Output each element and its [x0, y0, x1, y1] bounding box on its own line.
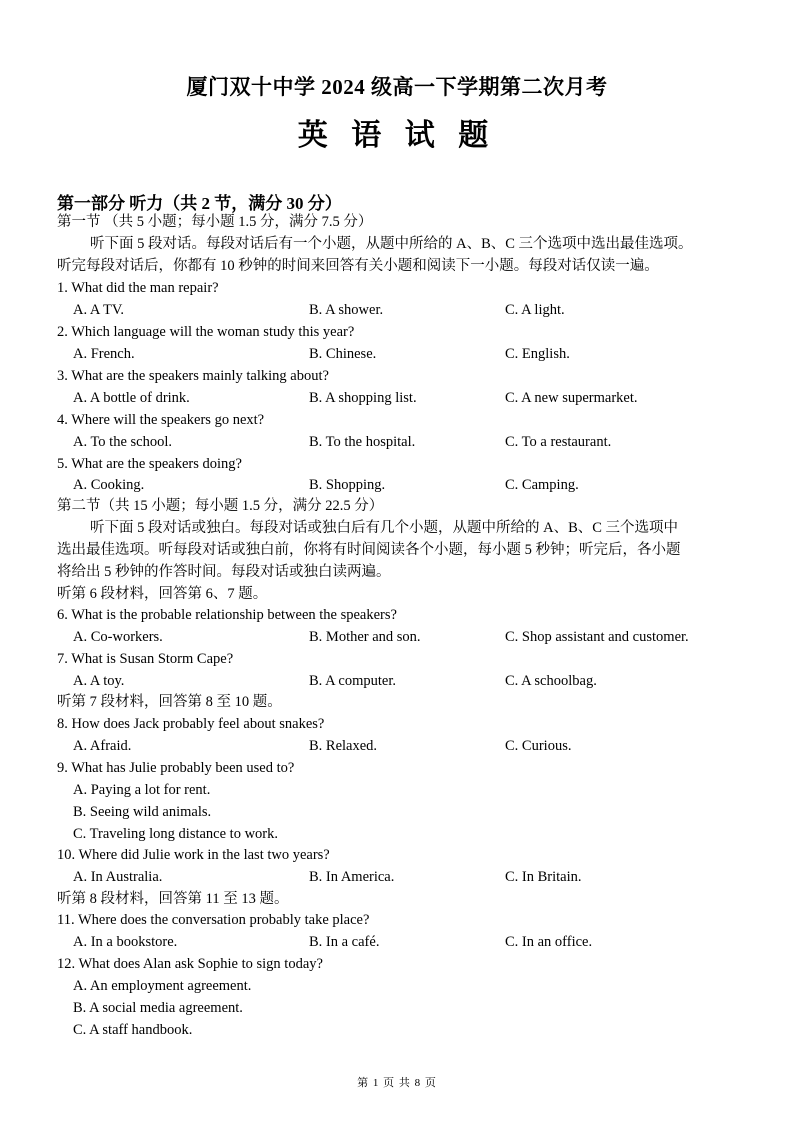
q8-option-b: B. Relaxed.: [309, 738, 378, 754]
q6-option-a: A. Co-workers.: [73, 629, 163, 645]
question-11: 11. Where does the conversation probably take place?: [57, 912, 370, 928]
material-8-note: 听第 8 段材料，回答第 11 至 13 题。: [57, 891, 289, 907]
q2-option-c: C. English.: [505, 346, 570, 362]
question-6: 6. What is the probable relationship between the speakers?: [57, 607, 397, 623]
q5-option-b: B. Shopping.: [309, 477, 386, 493]
q7-option-a: A. A toy.: [73, 673, 125, 689]
q12-option-b: B. A social media agreement.: [73, 1000, 243, 1016]
q9-option-b: B. Seeing wild animals.: [73, 804, 212, 820]
section1-heading: 第一节 （共 5 小题；每小题 1.5 分，满分 7.5 分）: [57, 214, 373, 230]
q10-option-b: B. In America.: [309, 869, 395, 885]
q12-option-a: A. An employment agreement.: [73, 978, 252, 994]
question-2: 2. Which language will the woman study this year?: [57, 324, 355, 340]
section2-instruction-2: 选出最佳选项。听每段对话或独白前，你将有时间阅读各个小题，每小题 5 秒钟；听完后，各小题: [57, 542, 681, 558]
q12-option-c: C. A staff handbook.: [73, 1022, 193, 1038]
section2-heading: 第二节（共 15 小题；每小题 1.5 分，满分 22.5 分）: [57, 498, 384, 514]
q4-option-a: A. To the school.: [73, 434, 173, 450]
q11-option-a: A. In a bookstore.: [73, 934, 178, 950]
q6-option-c: C. Shop assistant and customer.: [505, 629, 689, 645]
q3-option-b: B. A shopping list.: [309, 390, 417, 406]
q6-option-b: B. Mother and son.: [309, 629, 421, 645]
q2-option-a: A. French.: [73, 346, 135, 362]
question-4: 4. Where will the speakers go next?: [57, 412, 265, 428]
q7-option-c: C. A schoolbag.: [505, 673, 597, 689]
material-6-note: 听第 6 段材料，回答第 6、7 题。: [57, 586, 268, 602]
q7-option-b: B. A computer.: [309, 673, 396, 689]
q4-option-c: C. To a restaurant.: [505, 434, 612, 450]
q9-option-c: C. Traveling long distance to work.: [73, 826, 279, 842]
q5-option-c: C. Camping.: [505, 477, 579, 493]
exam-title: 厦门双十中学 2024 级高一下学期第二次月考: [186, 75, 608, 99]
section1-instruction-1: 听下面 5 段对话。每段对话后有一个小题，从题中所给的 A、B、C 三个选项中选出最佳选项。: [90, 236, 693, 252]
q1-option-b: B. A shower.: [309, 302, 384, 318]
question-7: 7. What is Susan Storm Cape?: [57, 651, 234, 667]
q1-option-a: A. A TV.: [73, 302, 125, 318]
question-9: 9. What has Julie probably been used to?: [57, 760, 295, 776]
q8-option-a: A. Afraid.: [73, 738, 132, 754]
question-8: 8. How does Jack probably feel about snakes?: [57, 716, 325, 732]
page-footer: 第 1 页 共 8 页: [357, 1077, 437, 1089]
q10-option-a: A. In Australia.: [73, 869, 163, 885]
part1-heading: 第一部分 听力（共 2 节，满分 30 分）: [57, 194, 342, 213]
q11-option-b: B. In a café.: [309, 934, 380, 950]
q8-option-c: C. Curious.: [505, 738, 572, 754]
question-12: 12. What does Alan ask Sophie to sign today?: [57, 956, 323, 972]
q3-option-c: C. A new supermarket.: [505, 390, 638, 406]
q11-option-c: C. In an office.: [505, 934, 593, 950]
section2-instruction-3: 将给出 5 秒钟的作答时间。每段对话或独白读两遍。: [57, 564, 391, 580]
question-3: 3. What are the speakers mainly talking about?: [57, 368, 329, 384]
q4-option-b: B. To the hospital.: [309, 434, 416, 450]
section1-instruction-2: 听完每段对话后，你都有 10 秒钟的时间来回答有关小题和阅读下一小题。每段对话仅读一遍。: [57, 258, 659, 274]
question-10: 10. Where did Julie work in the last two years?: [57, 847, 330, 863]
q2-option-b: B. Chinese.: [309, 346, 377, 362]
q5-option-a: A. Cooking.: [73, 477, 145, 493]
question-5: 5. What are the speakers doing?: [57, 456, 242, 472]
q10-option-c: C. In Britain.: [505, 869, 582, 885]
subject-title: 英 语 试 题: [297, 119, 497, 152]
q9-option-a: A. Paying a lot for rent.: [73, 782, 211, 798]
question-1: 1. What did the man repair?: [57, 280, 219, 296]
q3-option-a: A. A bottle of drink.: [73, 390, 190, 406]
q1-option-c: C. A light.: [505, 302, 565, 318]
section2-instruction-1: 听下面 5 段对话或独白。每段对话或独白后有几个小题，从题中所给的 A、B、C 三个选项中: [90, 520, 679, 536]
material-7-note: 听第 7 段材料，回答第 8 至 10 题。: [57, 694, 282, 710]
